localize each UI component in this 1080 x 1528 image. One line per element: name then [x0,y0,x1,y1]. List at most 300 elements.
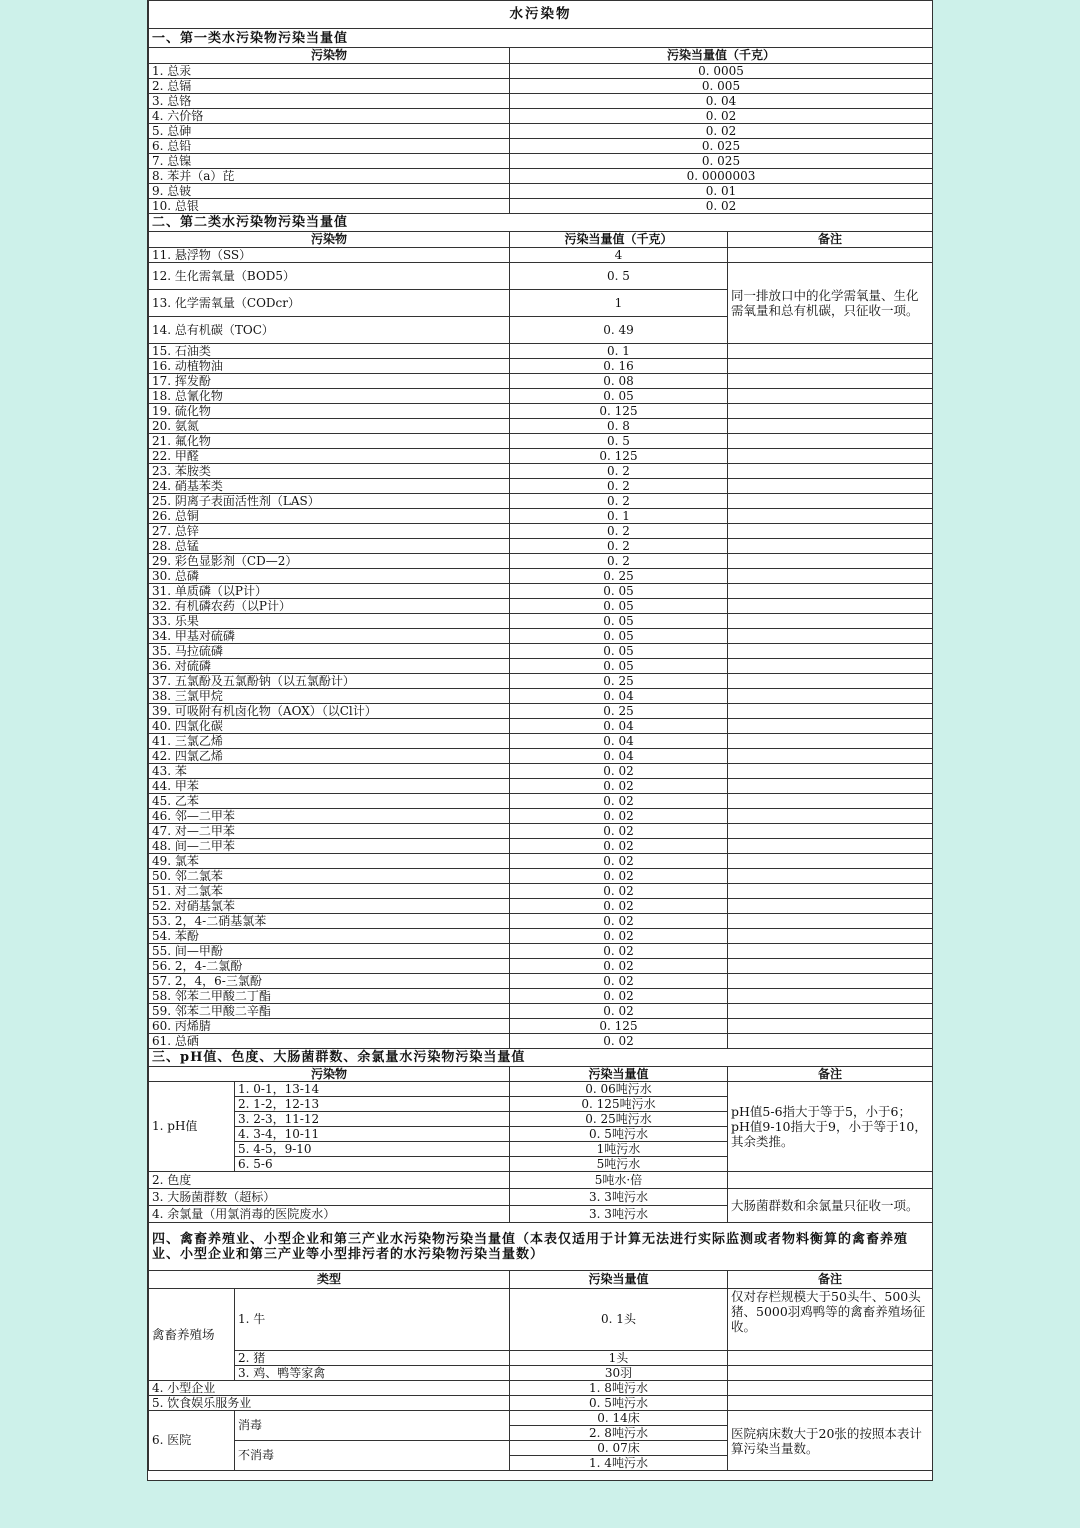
table-row [149,109,933,124]
table-row [149,1004,933,1019]
equivalent-value: 0. 02 [510,809,728,824]
table-row [149,1034,933,1049]
table-row [149,48,933,64]
equivalent-value: 0. 04 [510,734,728,749]
table-row [149,29,933,48]
equivalent-value: 3. 3吨污水 [510,1206,728,1223]
table-row [149,869,933,884]
ph-range: 2. 1-2，12-13 [235,1097,510,1112]
pollutant-name: 60. 丙烯腈 [149,1019,510,1034]
equivalent-value: 0. 02 [510,824,728,839]
table-row [149,64,933,79]
pollutant-name: 38. 三氯甲烷 [149,689,510,704]
equivalent-value: 0. 08 [510,374,728,389]
pollutant-name: 27. 总锌 [149,524,510,539]
section-heading: 二、第二类水污染物污染当量值 [149,214,933,232]
table-row [149,509,933,524]
equivalent-value: 0. 025 [510,154,933,169]
document-page [147,0,933,1481]
ph-range: 1. 0-1，13-14 [235,1082,510,1097]
ph-range: 6. 5-6 [235,1157,510,1172]
equivalent-value: 0. 02 [510,779,728,794]
equivalent-value: 0. 25 [510,569,728,584]
equivalent-value: 1. 4吨污水 [510,1456,728,1471]
note-cell [728,644,933,659]
note-cell [728,1172,933,1189]
pollutant-name: 2. 总镉 [149,79,510,94]
equivalent-value: 0. 02 [510,854,728,869]
note-cell [728,899,933,914]
ph-range: 3. 2-3，11-12 [235,1112,510,1127]
equivalent-value: 0. 005 [510,79,933,94]
equivalent-value: 0. 25吨污水 [510,1112,728,1127]
pollutant-name: 20. 氨氮 [149,419,510,434]
pollutant-name: 17. 挥发酚 [149,374,510,389]
note-cell [728,839,933,854]
equivalent-value: 0. 2 [510,524,728,539]
pollutant-name: 31. 单质磷（以P计） [149,584,510,599]
table-row [149,1351,933,1366]
equivalent-value: 0. 02 [510,989,728,1004]
note-cell [728,779,933,794]
table-row [149,539,933,554]
equivalent-value: 5吨污水 [510,1157,728,1172]
equivalent-value: 0. 02 [510,199,933,214]
note-cell [728,629,933,644]
note-cell [728,674,933,689]
pollutant-name: 44. 甲苯 [149,779,510,794]
column-header: 污染物 [149,1067,510,1082]
note-cell [728,1004,933,1019]
table-row [149,944,933,959]
table-row [149,839,933,854]
type-name: 5. 饮食娱乐服务业 [149,1396,510,1411]
equivalent-value: 0. 2 [510,479,728,494]
table-row [149,124,933,139]
note-cell [728,404,933,419]
note-cell [728,569,933,584]
pollutant-name: 3. 大肠菌群数（超标） [149,1189,510,1206]
table-row [149,1366,933,1381]
table-row [149,374,933,389]
ph-range: 5. 4-5，9-10 [235,1142,510,1157]
note-cell [728,719,933,734]
note-cell [728,869,933,884]
pollutant-name: 59. 邻苯二甲酸二辛酯 [149,1004,510,1019]
table-row [149,1067,933,1082]
note-cell [728,359,933,374]
note-cell [728,1019,933,1034]
equivalent-value: 0. 02 [510,764,728,779]
column-header: 备注 [728,1067,933,1082]
equivalent-value: 0. 02 [510,884,728,899]
note-cell [728,614,933,629]
farm-note: 仅对存栏规模大于50头牛、500头猪、5000羽鸡鸭等的禽畜养殖场征收。 [728,1289,933,1351]
equivalent-value: 0. 02 [510,1004,728,1019]
equivalent-value: 0. 07床 [510,1441,728,1456]
pollutant-name: 9. 总铍 [149,184,510,199]
hospital-label: 6. 医院 [149,1411,235,1471]
table-row [149,929,933,944]
ph-range: 4. 3-4，10-11 [235,1127,510,1142]
table-row [149,434,933,449]
table-row [149,719,933,734]
note-cell [728,794,933,809]
note-cell [728,689,933,704]
ph-label: 1. pH值 [149,1082,235,1172]
note-cell [728,524,933,539]
pollutant-name: 52. 对硝基氯苯 [149,899,510,914]
column-header: 污染当量值（千克） [510,48,933,64]
equivalent-value: 0. 1头 [510,1289,728,1351]
equivalent-value: 30羽 [510,1366,728,1381]
section-heading: 四、禽畜养殖业、小型企业和第三产业水污染物污染当量值（本表仅适用于计算无法进行实际监测或者物料衡算的禽畜养殖业、小型企业和第三产业等小型排污者的水污染物污染当量数） [149,1223,933,1271]
type-name: 3. 鸡、鸭等家禽 [235,1366,510,1381]
note-cell [728,434,933,449]
table-row [149,809,933,824]
table-row [149,199,933,214]
table-row [149,1082,933,1097]
pollutant-name: 8. 苯并（a）芘 [149,169,510,184]
type-name: 2. 猪 [235,1351,510,1366]
equivalent-value: 0. 14床 [510,1411,728,1426]
table-row [149,1049,933,1067]
table-row [149,524,933,539]
note-cell [728,374,933,389]
note-cell [728,539,933,554]
column-header: 类型 [149,1271,510,1289]
equivalent-value: 1 [510,290,728,317]
pollutant-name: 48. 间—二甲苯 [149,839,510,854]
pollutant-name: 41. 三氯乙烯 [149,734,510,749]
table-row [149,914,933,929]
equivalent-value: 0. 02 [510,899,728,914]
equivalent-value: 0. 49 [510,317,728,344]
column-header: 备注 [728,232,933,248]
equivalent-value: 0. 02 [510,869,728,884]
note-cell [728,749,933,764]
ph-note: pH值5-6指大于等于5，小于6；pH值9-10指大于9，小于等于10，其余类推。 [728,1082,933,1172]
pollutant-name: 29. 彩色显影剂（CD—2） [149,554,510,569]
equivalent-value: 0. 125吨污水 [510,1097,728,1112]
note-cell [728,554,933,569]
pollutant-name: 5. 总砷 [149,124,510,139]
table-row [149,1172,933,1189]
table-row [149,704,933,719]
table-row [149,184,933,199]
table-row [149,154,933,169]
note-cell [728,989,933,1004]
pollutant-name: 3. 总铬 [149,94,510,109]
equivalent-value: 0. 0005 [510,64,933,79]
table-row [149,344,933,359]
equivalent-value: 0. 02 [510,1034,728,1049]
table-row [149,1,933,29]
pollutant-name: 26. 总铜 [149,509,510,524]
equivalent-value: 0. 04 [510,94,933,109]
pollutant-name: 58. 邻苯二甲酸二丁酯 [149,989,510,1004]
table-row [149,794,933,809]
coliform-note: 大肠菌群数和余氯量只征收一项。 [728,1189,933,1223]
pollutant-name: 21. 氟化物 [149,434,510,449]
table-row [149,689,933,704]
table-row [149,644,933,659]
equivalent-value: 0. 125 [510,1019,728,1034]
table-row [149,419,933,434]
note-cell [728,1351,933,1366]
note-cell [728,959,933,974]
table-row [149,263,933,290]
pollutant-name: 18. 总氰化物 [149,389,510,404]
equivalent-value: 0. 02 [510,109,933,124]
equivalent-value: 2. 8吨污水 [510,1426,728,1441]
water-pollutant-table [148,0,933,1471]
table-row [149,214,933,232]
table-row [149,1271,933,1289]
pollutant-name: 36. 对硫磷 [149,659,510,674]
table-row [149,659,933,674]
table-row [149,1189,933,1206]
disinfect-label: 消毒 [235,1411,510,1441]
table-row [149,94,933,109]
note-cell [728,764,933,779]
pollutant-name: 47. 对—二甲苯 [149,824,510,839]
pollutant-name: 13. 化学需氧量（CODcr） [149,290,510,317]
note-cell [728,1381,933,1396]
pollutant-name: 40. 四氯化碳 [149,719,510,734]
equivalent-value: 0. 125 [510,404,728,419]
table-row [149,599,933,614]
type-name: 1. 牛 [235,1289,510,1351]
equivalent-value: 0. 05 [510,584,728,599]
pollutant-name: 14. 总有机碳（TOC） [149,317,510,344]
note-cell [728,914,933,929]
pollutant-name: 45. 乙苯 [149,794,510,809]
pollutant-name: 61. 总硒 [149,1034,510,1049]
equivalent-value: 0. 5 [510,434,728,449]
note-cell [728,659,933,674]
column-header: 污染物 [149,232,510,248]
note-cell [728,419,933,434]
note-cell [728,389,933,404]
equivalent-value: 0. 02 [510,974,728,989]
note-cell [728,248,933,263]
equivalent-value: 0. 02 [510,944,728,959]
note-cell [728,479,933,494]
table-row [149,139,933,154]
equivalent-value: 0. 02 [510,794,728,809]
pollutant-name: 6. 总铅 [149,139,510,154]
note-cell [728,449,933,464]
table-row [149,79,933,94]
equivalent-value: 0. 06吨污水 [510,1082,728,1097]
equivalent-value: 0. 0000003 [510,169,933,184]
table-row [149,899,933,914]
pollutant-name: 1. 总汞 [149,64,510,79]
equivalent-value: 0. 05 [510,629,728,644]
pollutant-name: 54. 苯酚 [149,929,510,944]
equivalent-value: 0. 02 [510,839,728,854]
table-row [149,569,933,584]
pollutant-name: 51. 对二氯苯 [149,884,510,899]
table-row [149,629,933,644]
column-header: 污染当量值 [510,1271,728,1289]
pollutant-name: 16. 动植物油 [149,359,510,374]
table-row [149,554,933,569]
pollutant-name: 57. 2，4，6-三氯酚 [149,974,510,989]
table-row [149,584,933,599]
pollutant-name: 43. 苯 [149,764,510,779]
equivalent-value: 0. 04 [510,689,728,704]
equivalent-value: 0. 25 [510,674,728,689]
pollutant-name: 30. 总磷 [149,569,510,584]
pollutant-name: 15. 石油类 [149,344,510,359]
note-cell [728,944,933,959]
table-row [149,359,933,374]
pollutant-name: 33. 乐果 [149,614,510,629]
note-cell [728,344,933,359]
pollutant-name: 23. 苯胺类 [149,464,510,479]
equivalent-value: 0. 5 [510,263,728,290]
equivalent-value: 0. 05 [510,659,728,674]
type-name: 4. 小型企业 [149,1381,510,1396]
pollutant-name: 46. 邻—二甲苯 [149,809,510,824]
equivalent-value: 0. 05 [510,644,728,659]
equivalent-value: 1. 8吨污水 [510,1381,728,1396]
table-row [149,614,933,629]
table-row [149,494,933,509]
note-cell [728,884,933,899]
table-row [149,674,933,689]
equivalent-value: 0. 25 [510,704,728,719]
note-cell [728,584,933,599]
note-cell [728,854,933,869]
table-row [149,1411,933,1426]
pollutant-name: 49. 氯苯 [149,854,510,869]
table-row [149,884,933,899]
table-row [149,779,933,794]
equivalent-value: 0. 05 [510,614,728,629]
note-cell [728,809,933,824]
equivalent-value: 0. 02 [510,929,728,944]
equivalent-value: 0. 02 [510,124,933,139]
note-cell [728,464,933,479]
table-row [149,1381,933,1396]
pollutant-name: 7. 总镍 [149,154,510,169]
column-header: 污染当量值（千克） [510,232,728,248]
note-cell [728,704,933,719]
equivalent-value: 0. 125 [510,449,728,464]
table-row [149,479,933,494]
pollutant-name: 35. 马拉硫磷 [149,644,510,659]
pollutant-name: 22. 甲醛 [149,449,510,464]
pollutant-name: 12. 生化需氧量（BOD5） [149,263,510,290]
equivalent-value: 5吨水·倍 [510,1172,728,1189]
equivalent-value: 0. 025 [510,139,933,154]
note-cell [728,734,933,749]
table-row [149,854,933,869]
section-heading: 一、第一类水污染物污染当量值 [149,29,933,48]
equivalent-value: 0. 5吨污水 [510,1396,728,1411]
pollutant-name: 55. 间—甲酚 [149,944,510,959]
equivalent-value: 0. 1 [510,509,728,524]
equivalent-value: 0. 05 [510,389,728,404]
table-row [149,824,933,839]
hospital-note: 医院病床数大于20张的按照本表计算污染当量数。 [728,1411,933,1471]
equivalent-value: 1头 [510,1351,728,1366]
equivalent-value: 3. 3吨污水 [510,1189,728,1206]
note-cell [728,824,933,839]
equivalent-value: 0. 2 [510,494,728,509]
no-disinfect-label: 不消毒 [235,1441,510,1471]
equivalent-value: 0. 16 [510,359,728,374]
document-title: 水污染物 [149,1,933,29]
equivalent-value: 4 [510,248,728,263]
table-row [149,764,933,779]
pollutant-name: 10. 总银 [149,199,510,214]
pollutant-name: 24. 硝基苯类 [149,479,510,494]
equivalent-value: 0. 01 [510,184,933,199]
pollutant-name: 2. 色度 [149,1172,510,1189]
table-row [149,1289,933,1351]
equivalent-value: 0. 5吨污水 [510,1127,728,1142]
note-cell [728,1366,933,1381]
table-row [149,464,933,479]
pollutant-name: 37. 五氯酚及五氯酚钠（以五氯酚计） [149,674,510,689]
pollutant-name: 50. 邻二氯苯 [149,869,510,884]
equivalent-value: 0. 2 [510,464,728,479]
note-cell [728,509,933,524]
table-row [149,404,933,419]
table-row [149,389,933,404]
column-header: 污染物 [149,48,510,64]
equivalent-value: 0. 2 [510,539,728,554]
note-cell [728,1034,933,1049]
table-row [149,1396,933,1411]
note-cell [728,1396,933,1411]
pollutant-name: 28. 总锰 [149,539,510,554]
table-row [149,989,933,1004]
equivalent-value: 0. 1 [510,344,728,359]
equivalent-value: 0. 04 [510,719,728,734]
pollutant-name: 34. 甲基对硫磷 [149,629,510,644]
equivalent-value: 0. 02 [510,959,728,974]
equivalent-value: 0. 2 [510,554,728,569]
section-heading: 三、pH值、色度、大肠菌群数、余氯量水污染物污染当量值 [149,1049,933,1067]
table-row [149,169,933,184]
pollutant-name: 19. 硫化物 [149,404,510,419]
table-row [149,734,933,749]
table-row [149,974,933,989]
pollutant-name: 4. 六价铬 [149,109,510,124]
pollutant-name: 39. 可吸附有机卤化物（AOX）（以Cl计） [149,704,510,719]
pollutant-name: 42. 四氯乙烯 [149,749,510,764]
table-row [149,1223,933,1271]
table-row [149,248,933,263]
note-cell [728,929,933,944]
cod-note: 同一排放口中的化学需氧量、生化需氧量和总有机碳，只征收一项。 [728,263,933,344]
pollutant-name: 4. 余氯量（用氯消毒的医院废水） [149,1206,510,1223]
note-cell [728,974,933,989]
equivalent-value: 0. 04 [510,749,728,764]
column-header: 备注 [728,1271,933,1289]
equivalent-value: 1吨污水 [510,1142,728,1157]
pollutant-name: 11. 悬浮物（SS） [149,248,510,263]
table-row [149,232,933,248]
pollutant-name: 25. 阴离子表面活性剂（LAS） [149,494,510,509]
equivalent-value: 0. 02 [510,914,728,929]
note-cell [728,599,933,614]
